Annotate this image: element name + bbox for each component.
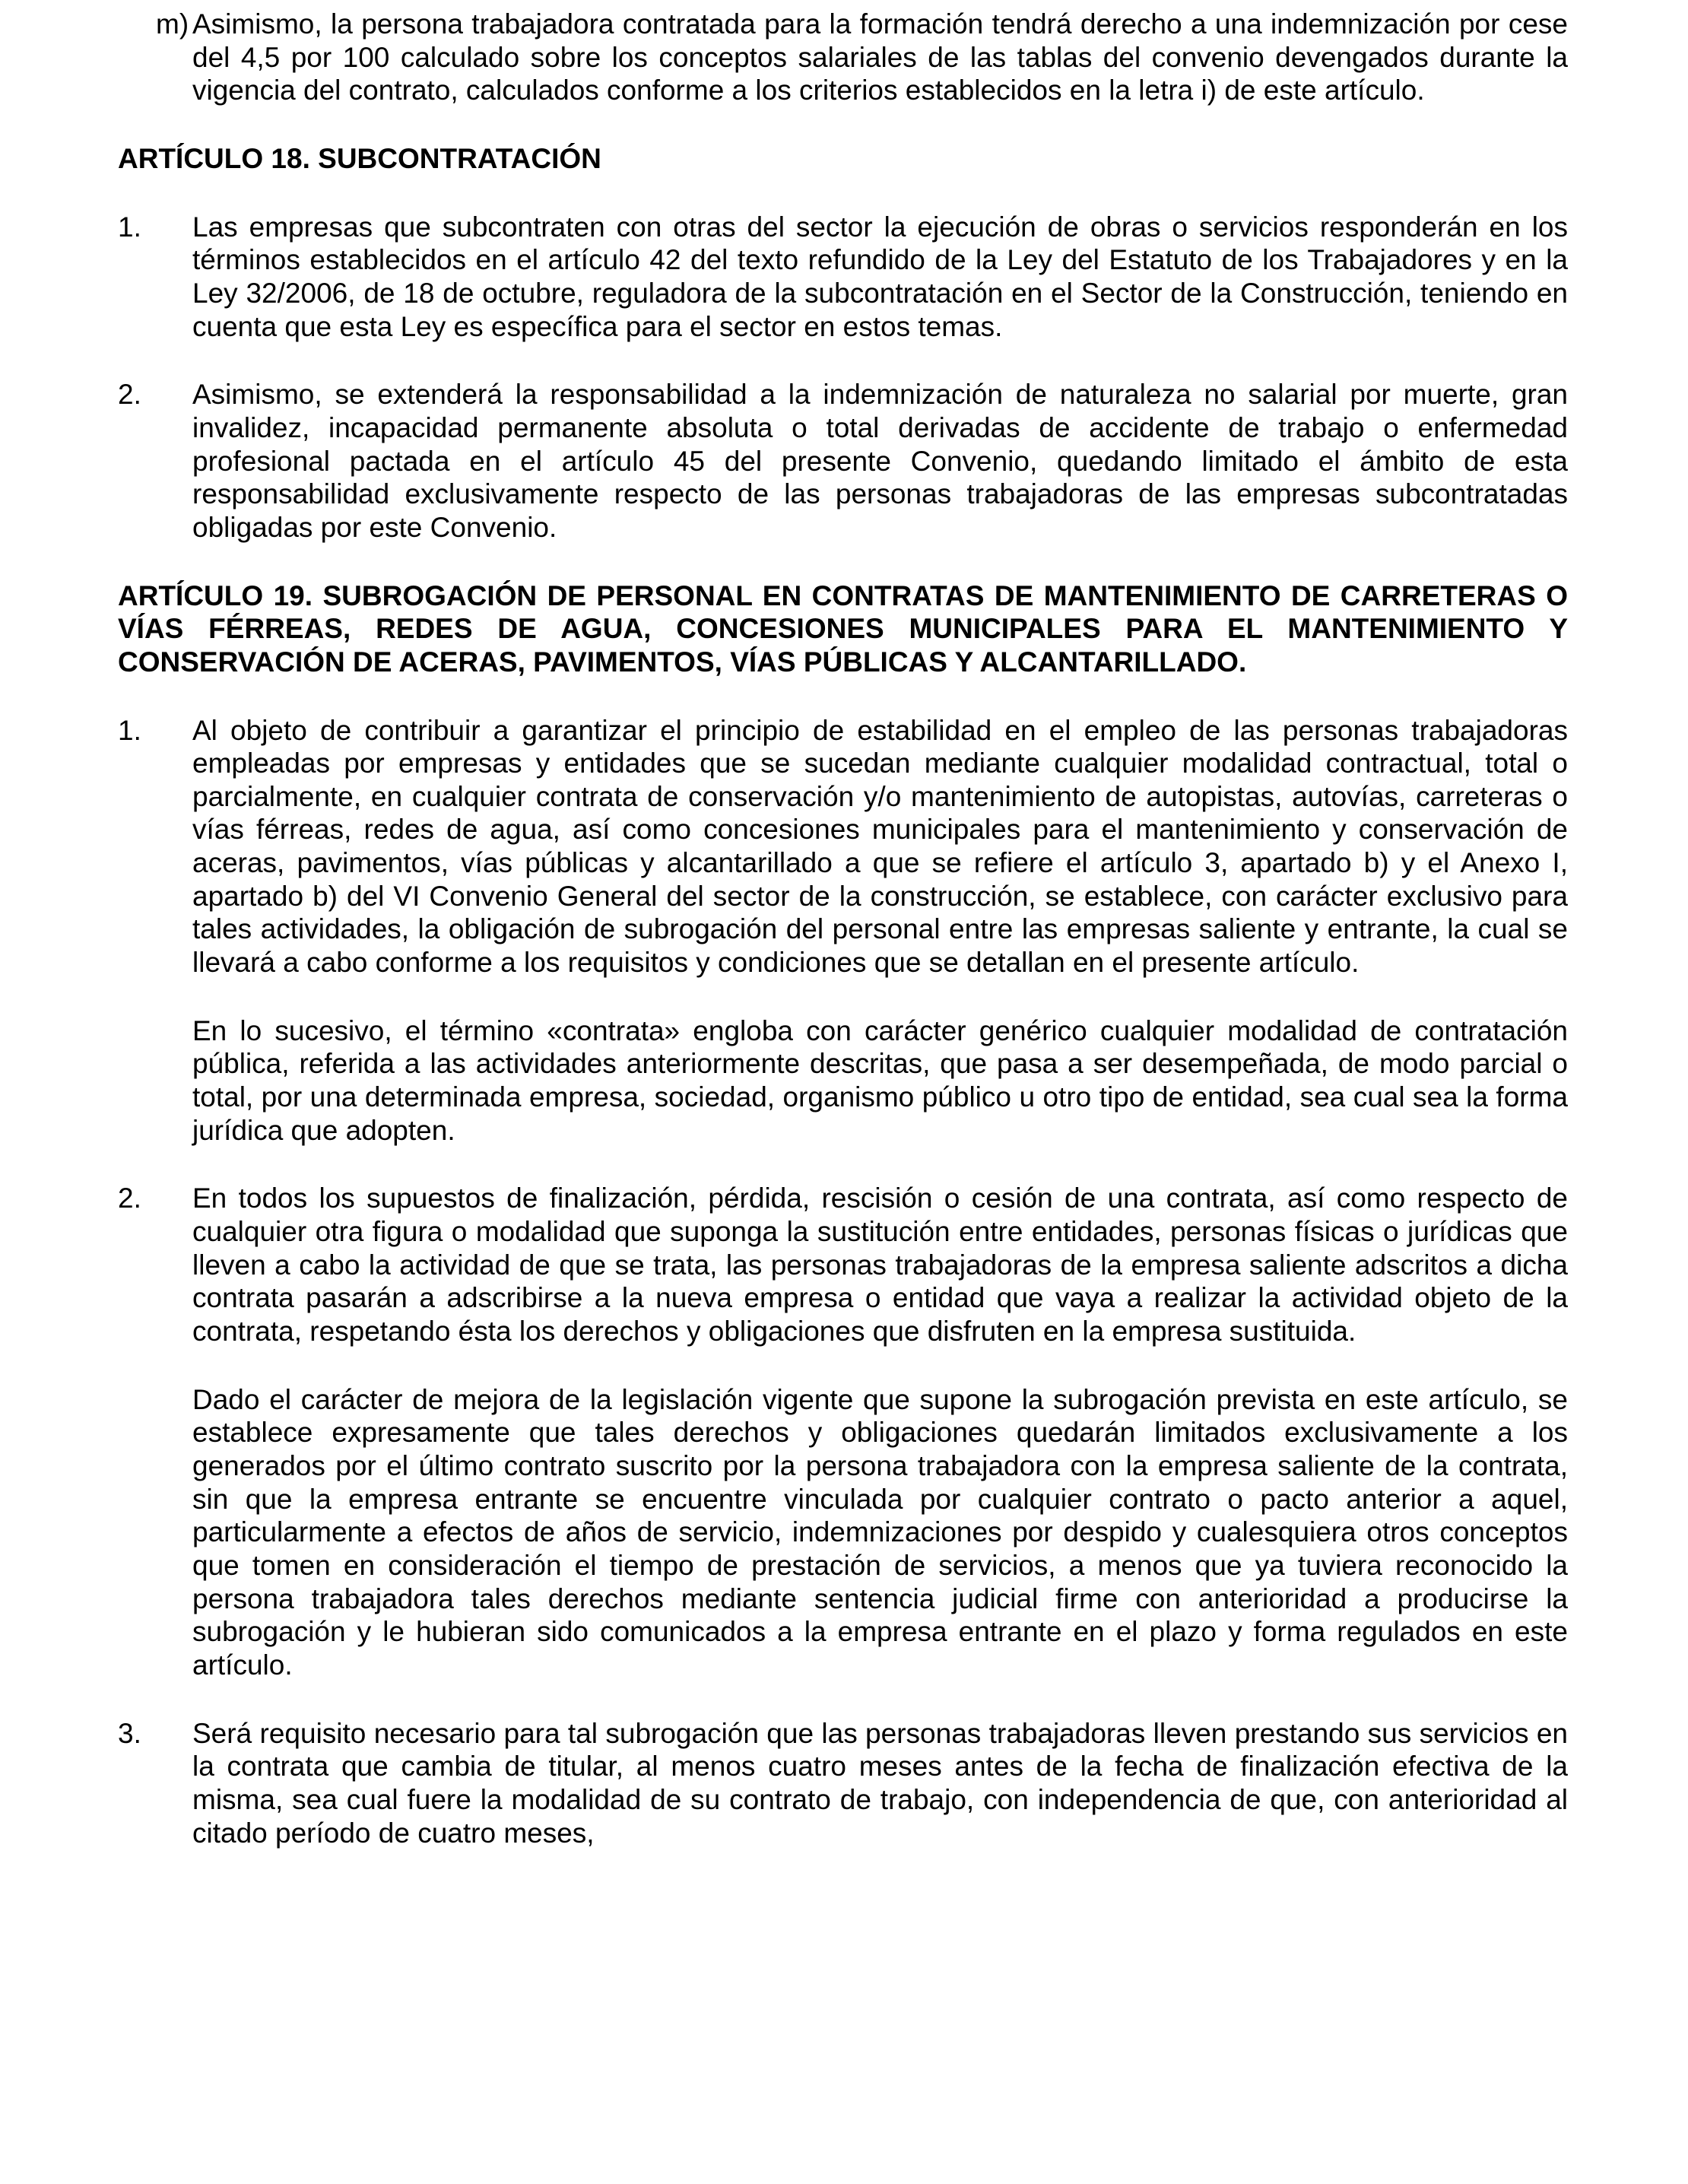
paragraph-text: Al objeto de contribuir a garantizar el principio de estabilidad en el empleo de las personas trabajadoras empleadas por empresas y entidades que se sucedan mediante cualquier modalidad contractual, total o parcialmente, en cualquier contrata de conservación y/o mantenimiento de autopistas, autovías, carreteras o vías férreas, redes de agua, así como concesiones municipales para el mantenimiento y conservación de aceras, pavimentos, vías públicas y alcantarillado a que se refiere el artículo 3, apartado b) y el Anexo I, apartado b) del VI Convenio General del sector de la construcción, se establece, con carácter exclusivo para tales actividades, la obligación de subrogación del personal entre las empresas saliente y entrante, la cual se llevará a cabo conforme a los requisitos y condiciones que se detallan en el presente artículo. [192,714,1568,979]
list-marker: 2. [118,1182,141,1214]
list-marker: 1. [118,211,141,243]
list-item-3 [118,1717,1568,1850]
continuation-paragraph: En lo sucesivo, el término «contrata» engloba con carácter genérico cualquier modalidad de contratación pública, referida a las actividades anteriormente descritas, que pasa a ser desempeñada, de modo parcial o total, por una determinada empresa, sociedad, organismo público u otro tipo de entidad, sea cual sea la forma jurídica que adopten. [192,1014,1568,1146]
list-item-m [118,8,1568,107]
list-marker: m) [156,8,189,40]
article-19-heading: ARTÍCULO 19. SUBROGACIÓN DE PERSONAL EN CONTRATAS DE MANTENIMIENTO DE CARRETERAS O VÍAS FÉRREAS, REDES DE AGUA, CONCESIONES MUNICIPALES PARA EL MANTENIMIENTO Y CONSERVACIÓN DE ACERAS, PAVIMENTOS, VÍAS PÚBLICAS Y ALCANTARILLADO. [118,579,1568,678]
list-marker: 2. [118,379,141,411]
article-18-heading: ARTÍCULO 18. SUBCONTRATACIÓN [118,142,601,174]
list-marker: 3. [118,1717,141,1749]
paragraph-text: Asimismo, la persona trabajadora contratada para la formación tendrá derecho a una indemnización por cese del 4,5 por 100 calculado sobre los conceptos salariales de las tablas del convenio devengados durante la vigencia del contrato, calculados conforme a los criterios establecidos en la letra i) de este artículo. [192,8,1568,106]
list-marker: 1. [118,714,141,746]
paragraph-text: Será requisito necesario para tal subrogación que las personas trabajadoras lleven prestando sus servicios en la contrata que cambia de titular, al menos cuatro meses antes de la fecha de finalización efectiva de la misma, sea cual fuere la modalidad de su contrato de trabajo, con independencia de que, con anterioridad al citado período de cuatro meses, [192,1717,1568,1849]
list-item-2 [118,378,1568,544]
paragraph-text: Las empresas que subcontraten con otras del sector la ejecución de obras o servicios responderán en los términos establecidos en el artículo 42 del texto refundido de la Ley del Estatuto de los Trabajadores y en la Ley 32/2006, de 18 de octubre, reguladora de la subcontratación en el Sector de la Construcción, teniendo en cuenta que esta Ley es específica para el sector en estos temas. [192,211,1568,342]
list-item-1 [118,211,1568,344]
paragraph-text: Asimismo, se extenderá la responsabilidad a la indemnización de naturaleza no salarial por muerte, gran invalidez, incapacidad permanente absoluta o total derivadas de accidente de trabajo o enfermedad profesional pactada en el artículo 45 del presente Convenio, quedando limitado el ámbito de esta responsabilidad exclusivamente respecto de las personas trabajadoras de las empresas subcontratadas obligadas por este Convenio. [192,379,1568,543]
paragraph-text: En todos los supuestos de finalización, pérdida, rescisión o cesión de una contrata, así como respecto de cualquier otra figura o modalidad que suponga la sustitución entre entidades, personas físicas o jurídicas que lleven a cabo la actividad de que se trata, las personas trabajadoras de la empresa saliente adscritos a dicha contrata pasarán a adscribirse a la nueva empresa o entidad que vaya a realizar la actividad objeto de la contrata, respetando ésta los derechos y obligaciones que disfruten en la empresa sustituida. [192,1182,1568,1347]
list-item-2 [118,1182,1568,1348]
list-item-1 [118,714,1568,979]
continuation-paragraph: Dado el carácter de mejora de la legislación vigente que supone la subrogación prevista en este artículo, se establece expresamente que tales derechos y obligaciones quedarán limitados exclusivamente a los generados por el último contrato suscrito por la persona trabajadora con la empresa saliente de la contrata, sin que la empresa entrante se encuentre vinculada por cualquier contrato o pacto anterior a aquel, particularmente a efectos de años de servicio, indemnizaciones por despido y cualesquiera otros conceptos que tomen en consideración el tiempo de prestación de servicios, a menos que ya tuviera reconocido la persona trabajadora tales derechos mediante sentencia judicial firme con anterioridad a producirse la subrogación y le hubieran sido comunicados a la empresa entrante en el plazo y forma regulados en este artículo. [192,1383,1568,1681]
